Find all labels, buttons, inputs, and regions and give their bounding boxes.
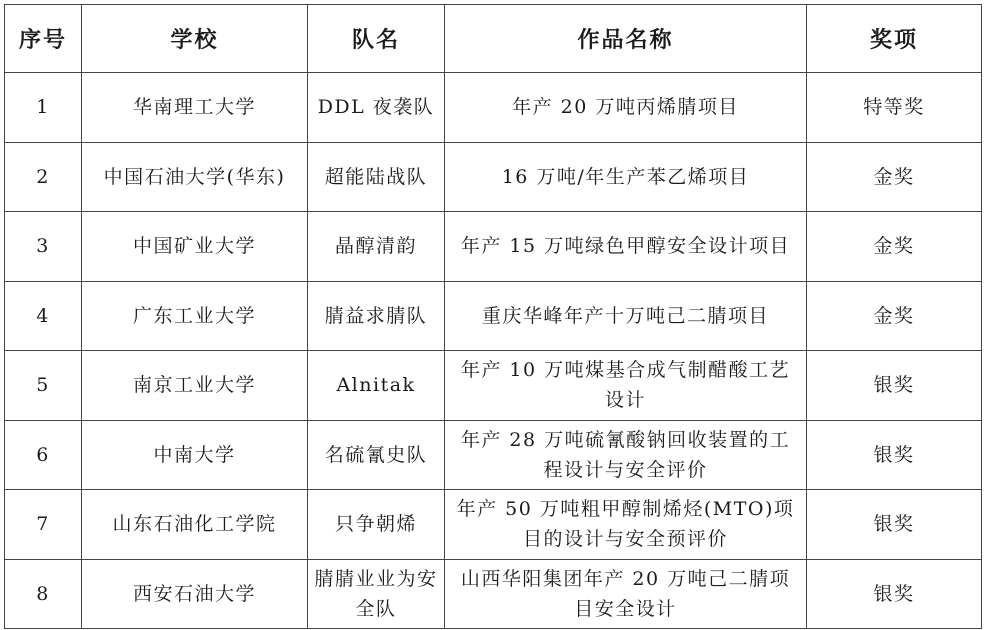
header-school: 学校 xyxy=(82,5,308,73)
row-number: 1 xyxy=(5,73,82,143)
award-cell: 金奖 xyxy=(807,142,982,212)
award-cell: 银奖 xyxy=(807,420,982,490)
row-number: 2 xyxy=(5,142,82,212)
team-cell: Alnitak xyxy=(308,351,445,421)
table-row xyxy=(5,281,982,351)
header-work: 作品名称 xyxy=(445,5,807,73)
award-cell: 银奖 xyxy=(807,559,982,629)
row-number: 8 xyxy=(5,559,82,629)
school-cell: 西安石油大学 xyxy=(82,559,308,629)
work-cell: 山西华阳集团年产 20 万吨己二腈项目安全设计 xyxy=(445,559,807,629)
row-number: 7 xyxy=(5,490,82,560)
header-team: 队名 xyxy=(308,5,445,73)
school-cell: 中南大学 xyxy=(82,420,308,490)
team-cell: 只争朝烯 xyxy=(308,490,445,560)
table-row xyxy=(5,559,982,629)
work-cell: 年产 28 万吨硫氰酸钠回收装置的工程设计与安全评价 xyxy=(445,420,807,490)
school-cell: 中国石油大学(华东) xyxy=(82,142,308,212)
school-cell: 华南理工大学 xyxy=(82,73,308,143)
school-cell: 广东工业大学 xyxy=(82,281,308,351)
table-row xyxy=(5,420,982,490)
school-cell: 山东石油化工学院 xyxy=(82,490,308,560)
work-cell: 年产 15 万吨绿色甲醇安全设计项目 xyxy=(445,212,807,282)
team-cell: 晶醇清韵 xyxy=(308,212,445,282)
team-cell: DDL 夜袭队 xyxy=(308,73,445,143)
award-cell: 金奖 xyxy=(807,281,982,351)
table-row xyxy=(5,351,982,421)
work-cell: 年产 10 万吨煤基合成气制醋酸工艺设计 xyxy=(445,351,807,421)
row-number: 3 xyxy=(5,212,82,282)
header-no: 序号 xyxy=(5,5,82,73)
team-cell: 超能陆战队 xyxy=(308,142,445,212)
team-cell: 腈益求腈队 xyxy=(308,281,445,351)
work-cell: 16 万吨/年生产苯乙烯项目 xyxy=(445,142,807,212)
award-cell: 特等奖 xyxy=(807,73,982,143)
award-cell: 银奖 xyxy=(807,351,982,421)
team-cell: 名硫氰史队 xyxy=(308,420,445,490)
row-number: 5 xyxy=(5,351,82,421)
row-number: 4 xyxy=(5,281,82,351)
awards-table xyxy=(4,4,982,629)
table-row xyxy=(5,490,982,560)
row-number: 6 xyxy=(5,420,82,490)
header-award: 奖项 xyxy=(807,5,982,73)
header-row xyxy=(5,5,982,73)
table-row xyxy=(5,142,982,212)
table-row xyxy=(5,73,982,143)
school-cell: 中国矿业大学 xyxy=(82,212,308,282)
school-cell: 南京工业大学 xyxy=(82,351,308,421)
work-cell: 年产 20 万吨丙烯腈项目 xyxy=(445,73,807,143)
work-cell: 年产 50 万吨粗甲醇制烯烃(MTO)项目的设计与安全预评价 xyxy=(445,490,807,560)
award-cell: 金奖 xyxy=(807,212,982,282)
work-cell: 重庆华峰年产十万吨己二腈项目 xyxy=(445,281,807,351)
table-row xyxy=(5,212,982,282)
team-cell: 腈腈业业为安全队 xyxy=(308,559,445,629)
award-cell: 银奖 xyxy=(807,490,982,560)
